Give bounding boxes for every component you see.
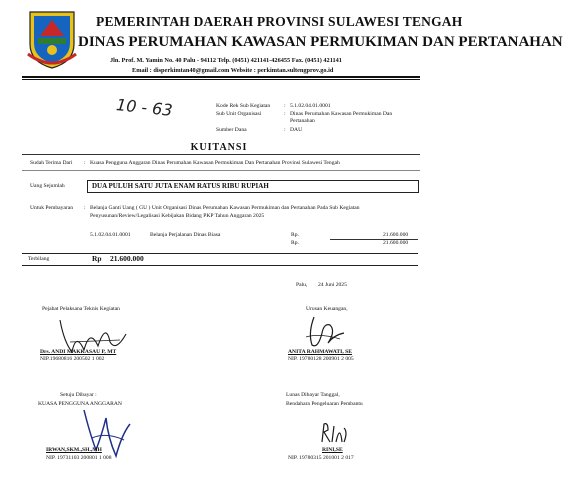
- item-currency: Rp.: [291, 232, 299, 238]
- meta-label-sub-unit: Sub Unit Organisasi: [216, 111, 262, 117]
- purpose-sep: :: [84, 205, 86, 211]
- terbilang-currency: Rp: [92, 254, 102, 263]
- meta-value-sumber-dana: DAU: [290, 127, 303, 133]
- row-rule: [22, 170, 420, 171]
- sig-left-bottom-name: IRWAN,SKM.,SH.,MH: [46, 447, 102, 453]
- signature-right-top: [300, 313, 350, 353]
- meta-sep: :: [284, 127, 286, 133]
- received-from-sep: :: [84, 160, 86, 166]
- document-title: KUITANSI: [190, 142, 248, 153]
- meta-value-sub-unit: Dinas Perumahan Kawasan Permukiman Dan Pertanahan: [290, 111, 393, 124]
- sig-left-top-name: Drs. ANDI MAKKASAU P, MT: [40, 349, 117, 355]
- sig-right-top-role: Urusan Keuangan,: [306, 306, 348, 312]
- amount-words-value: DUA PULUH SATU JUTA ENAM RATUS RIBU RUPIAH: [92, 182, 269, 190]
- terbilang-amount: 21.600.000: [110, 254, 144, 263]
- date: 24 Juni 2025: [318, 282, 347, 288]
- handwritten-note: 10 - 63: [115, 95, 174, 120]
- meta-sep: :: [284, 111, 286, 117]
- place: Palu,: [296, 282, 308, 288]
- terbilang-label: Terbilang: [28, 256, 50, 262]
- province-emblem-logo: [26, 10, 78, 70]
- item-description: Belanja Perjalanan Dinas Biasa: [150, 232, 221, 238]
- total-currency: Rp.: [291, 240, 299, 246]
- header-address: Jln. Prof. M. Yamin No. 40 Palu - 94112 Telp. (0451) 421141-426455 Fax. (0451) 421141: [110, 57, 342, 64]
- sig-left-bottom-nip: NIP. 19731103 200801 1 008: [46, 455, 112, 461]
- meta-label-kode-rek: Kode Rek Sub Kegiatan: [216, 103, 271, 109]
- sig-right-bottom-nip: NIP. 19780315 201001 2 017: [288, 455, 354, 461]
- sig-right-bottom-role-2: Bendahara Pengeluaran Pembantu: [286, 401, 363, 407]
- purpose-line-1: Belanja Ganti Uang ( GU ) Unit Organisasi Dinas Perumahan Kawasan Permukiman dan Pertanahan Pada Sub Kegiatan: [90, 205, 360, 211]
- sig-left-bottom-role-1: Setuju Dibayar :: [60, 392, 97, 398]
- sig-left-top-role: Pejabat Pelaksana Teknis Kegiatan: [42, 306, 120, 312]
- purpose-line-2: Penyusunan/Review/Legalisasi Kebijakan Bidang PKP Tahun Anggaran 2025: [90, 213, 265, 219]
- meta-label-sumber-dana: Sumber Dana: [216, 127, 247, 133]
- meta-sep: :: [284, 103, 286, 109]
- item-amount: 21.600.000: [383, 232, 409, 238]
- sig-right-top-name: ANITA RAHMAWATI, SE: [288, 349, 352, 355]
- title-rule: [22, 154, 420, 155]
- sig-right-top-nip: NIP. 19780128 200901 2 005: [288, 356, 354, 362]
- received-from-label: Sudah Terima Dari: [30, 160, 73, 166]
- total-amount: 21.600.000: [383, 240, 409, 246]
- terbilang-box: [22, 253, 418, 266]
- signature-right-bottom: [318, 418, 350, 448]
- sig-right-bottom-name: RINI,SE: [322, 447, 343, 453]
- item-code: 5.1.02.04.01.0001: [90, 232, 131, 238]
- purpose-label: Untuk Pembayaran: [30, 205, 74, 211]
- header-rule-thin: [22, 79, 420, 80]
- sig-left-top-nip: NIP.19680816 200502 1 002: [40, 356, 105, 362]
- sig-right-bottom-role-1: Lunas Dibayar Tanggal,: [286, 392, 340, 398]
- received-from-value: Kuasa Pengguna Anggaran Dinas Perumahan Kawasan Permukiman Dan Pertanahan Provinsi Sulawesi Tengah: [90, 160, 340, 166]
- header-government: PEMERINTAH DAERAH PROVINSI SULAWESI TENGAH: [96, 14, 463, 29]
- header-contact: Email : disperkimtan40@gmail.com Website : perkimtan.sultengprov.go.id: [132, 67, 334, 74]
- header-agency: DINAS PERUMAHAN KAWASAN PERMUKIMAN DAN PERTANAHAN: [78, 34, 563, 50]
- amount-words-label: Uang Sejumlah: [30, 183, 65, 189]
- header-rule: [22, 76, 420, 78]
- meta-value-kode-rek: 5.1.02.04.01.0001: [290, 103, 331, 109]
- sig-left-bottom-role-2: KUASA PENGGUNA ANGGARAN: [38, 401, 122, 407]
